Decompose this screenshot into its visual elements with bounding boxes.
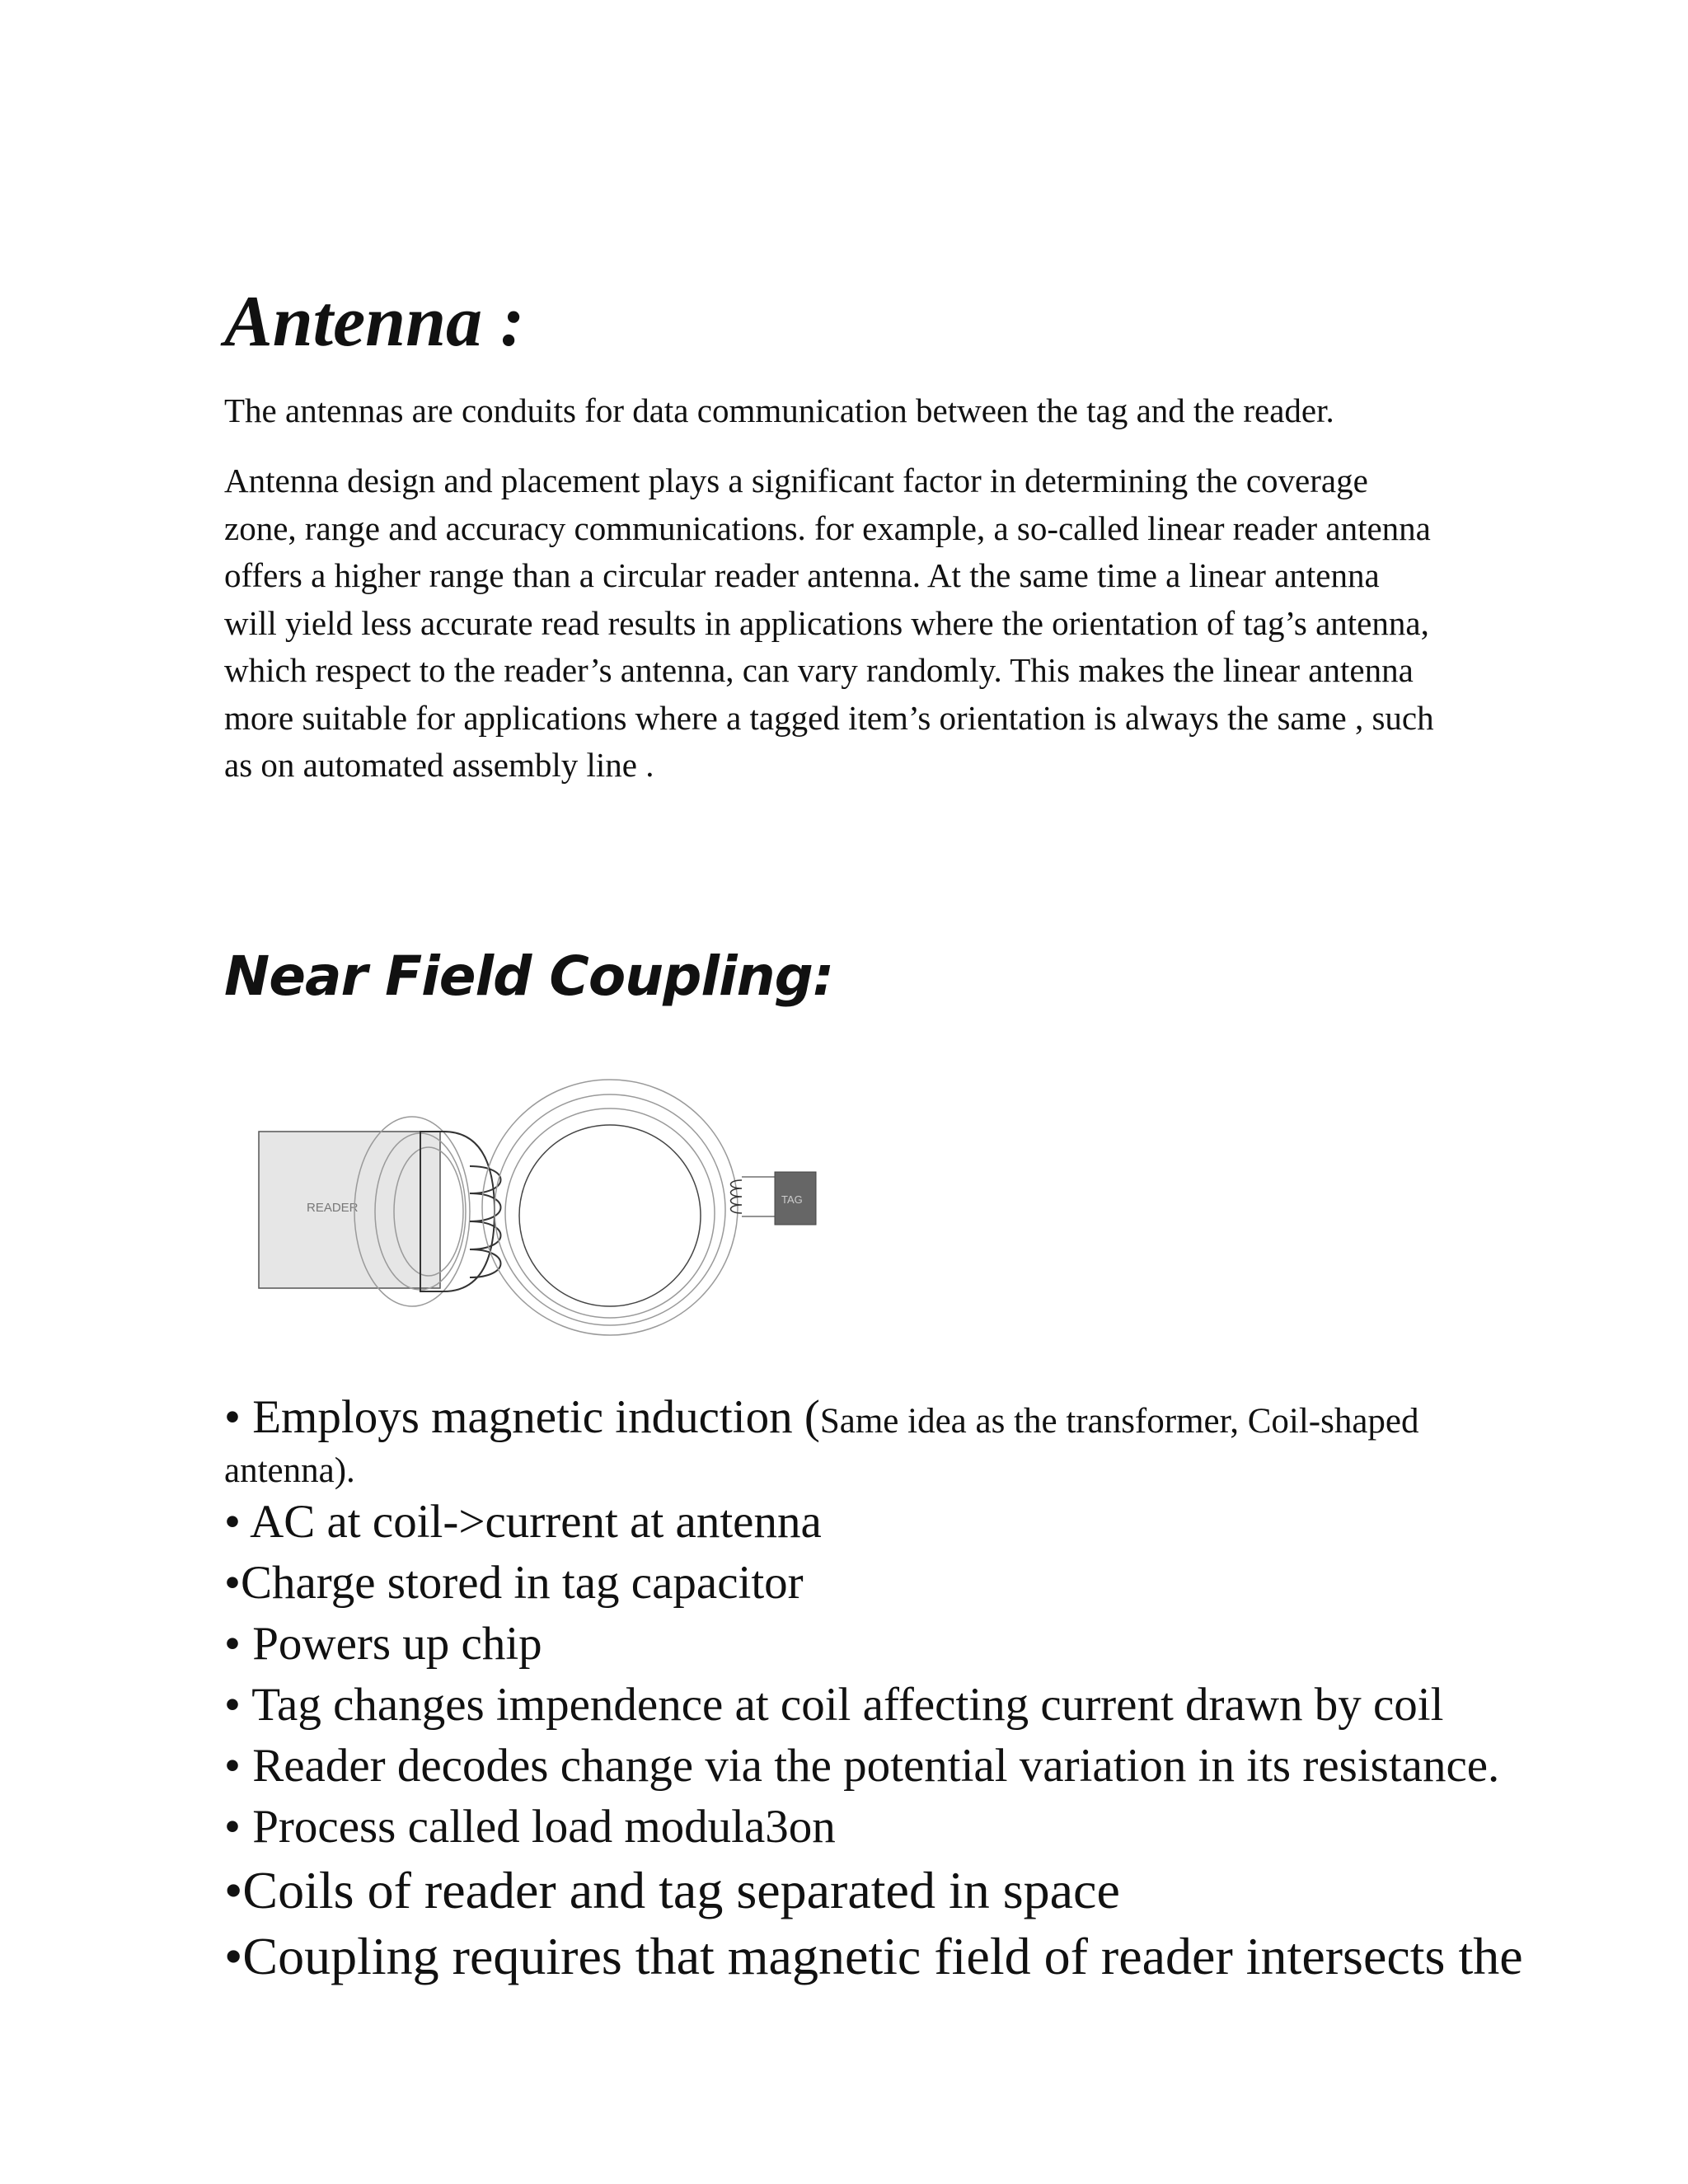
paragraph-line: will yield less accurate read results in applications where the orientation of tag’s antenna, — [224, 603, 1429, 642]
field-circle — [505, 1108, 715, 1318]
paragraph-line: which respect to the reader’s antenna, can vary randomly. This makes the linear antenna — [224, 651, 1414, 689]
field-circle — [495, 1094, 725, 1325]
bullet-text: Powers up chip — [252, 1618, 542, 1670]
list-item — [224, 1797, 1625, 1858]
list-item — [224, 1736, 1625, 1797]
paragraph-line: zone, range and accuracy communications. for example, a so-called linear reader antenna — [224, 509, 1431, 547]
paragraph-line: offers a higher range than a circular reader antenna. At the same time a linear antenna — [224, 556, 1380, 594]
field-circle — [482, 1080, 738, 1335]
bullet-text: Coils of reader and tag separated in space — [242, 1861, 1120, 1919]
bullet-symbol: • — [224, 1618, 241, 1670]
near-field-coupling-diagram — [247, 1071, 841, 1360]
antenna-paragraph-2 — [224, 457, 1609, 790]
tag-label: TAG — [781, 1193, 803, 1206]
bullet-text-small: Same idea as the transformer, Coil-shaped — [819, 1402, 1419, 1441]
bullet-text: Process called load modula3on — [252, 1801, 836, 1853]
bullet-symbol: • — [224, 1557, 241, 1609]
bullet-text: Coupling requires that magnetic field of reader intersects the — [242, 1927, 1523, 1985]
bullet-text: Tag changes impendence at coil affecting current drawn by coil — [251, 1679, 1444, 1731]
paragraph-line: as on automated assembly line . — [224, 746, 654, 784]
list-item — [224, 1858, 1625, 1924]
paragraph-line: Antenna design and placement plays a significant factor in determining the coverage — [224, 462, 1368, 499]
list-item — [224, 1492, 1625, 1553]
field-circle — [519, 1125, 701, 1306]
list-item — [224, 1675, 1625, 1736]
near-field-bullet-list — [224, 1389, 1625, 1990]
list-item — [224, 1553, 1625, 1614]
reader-coil — [470, 1166, 501, 1277]
bullet-text: AC at coil->current at antenna — [250, 1496, 822, 1548]
paragraph-line: more suitable for applications where a tagged item’s orientation is always the same , such — [224, 698, 1434, 737]
bullet-symbol: • — [224, 1927, 243, 1985]
list-item-continuation: antenna). — [224, 1451, 355, 1490]
bullet-symbol: • — [224, 1391, 241, 1443]
bullet-symbol: • — [224, 1801, 241, 1853]
reader-label: READER — [307, 1201, 359, 1215]
bullet-symbol: • — [224, 1861, 243, 1919]
list-item — [224, 1924, 1625, 1990]
antenna-heading: Antenna : — [224, 282, 525, 362]
bullet-text: Charge stored in tag capacitor — [240, 1557, 804, 1609]
bullet-symbol: • — [224, 1496, 241, 1548]
near-field-heading: Near Field Coupling: — [224, 944, 834, 1008]
bullet-symbol: • — [224, 1740, 241, 1792]
bullet-text: Reader decodes change via the potential variation in its resistance. — [252, 1740, 1500, 1792]
bullet-symbol: • — [224, 1679, 241, 1731]
list-item — [224, 1389, 1625, 1451]
bullet-text: Employs magnetic induction ( — [252, 1391, 820, 1443]
list-item — [224, 1614, 1625, 1675]
antenna-paragraph-1: The antennas are conduits for data communication between the tag and the reader. — [224, 391, 1334, 429]
